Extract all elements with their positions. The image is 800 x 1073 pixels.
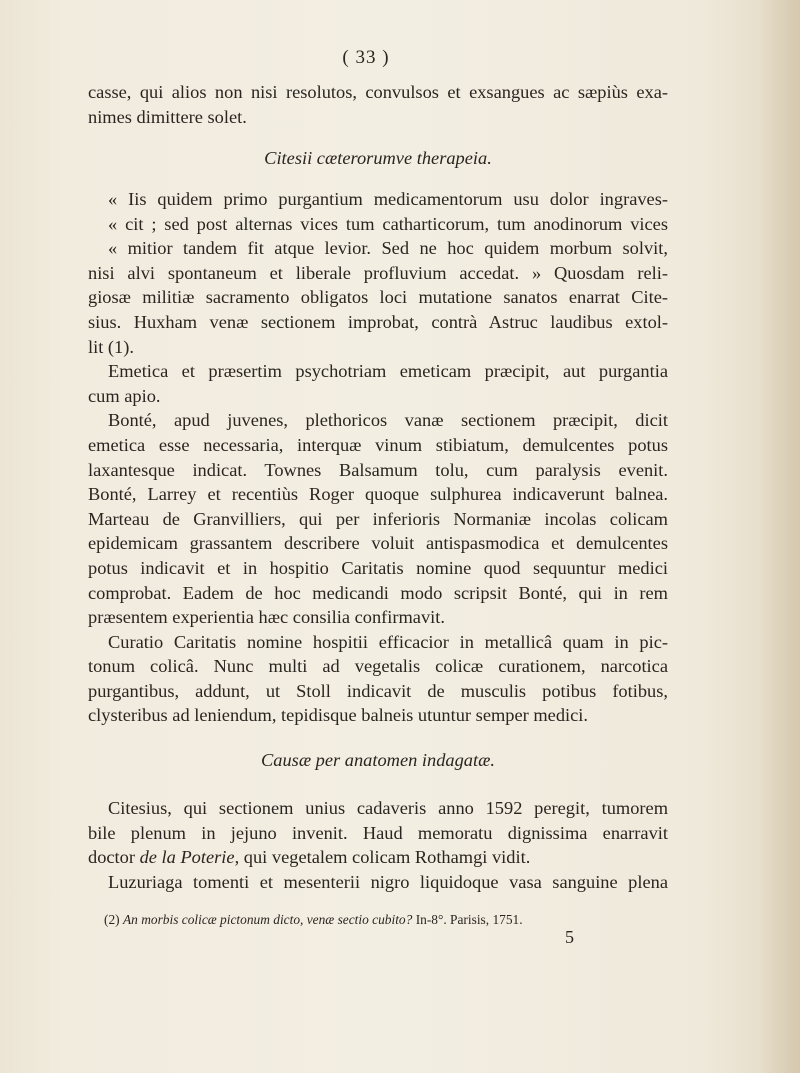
text-line: comprobat. Eadem de hoc medicandi modo scripsit Bonté, qui in rem (88, 582, 668, 603)
footnote-mark: (2) (104, 912, 120, 927)
text-line: præsentem experientia hæc consilia confirmavit. (88, 607, 445, 628)
text-line: Bonté, Larrey et recentiùs Roger quoque sulphurea indicaverunt balnea. (88, 484, 668, 505)
paragraph-block-causae (88, 796, 668, 894)
text-fragment: doctor (88, 847, 140, 868)
text-line: Bonté, apud juvenes, plethoricos vanæ sectionem præcipit, dicit (108, 410, 668, 431)
text-line: « cit ; sed post alternas vices tum catharticorum, tum anodinorum vices (108, 213, 668, 234)
text-line: lit (1). (88, 336, 134, 357)
text-line: laxantesque indicat. Townes Balsamum tolu, cum paralysis evenit. (88, 459, 668, 480)
text-line: emetica esse necessaria, interquæ vinum stibiatum, demulcentes potus (88, 434, 668, 455)
paragraph-opening (88, 80, 668, 129)
text-line: nimes dimittere solet. (88, 106, 247, 127)
footnote-title: An morbis colicæ pictonum dicto, venæ sectio cubito? (122, 912, 413, 927)
footnote (104, 912, 668, 928)
text-line: « Iis quidem primo purgantium medicamentorum usu dolor ingraves- (108, 189, 668, 209)
text-line: casse, qui alios non nisi resolutos, convulsos et exsangues ac sæpiùs exa- (88, 82, 668, 102)
text-line: epidemicam grassantem describere voluit antispasmodica et demulcentes (88, 533, 668, 554)
text-line: giosæ militiæ sacramento obligatos loci mutatione sanatos enarrat Cite- (88, 287, 668, 308)
text-line: clysteribus ad leniendum, tepidisque balneis utuntur semper medici. (88, 705, 589, 726)
signature-mark: 5 (565, 927, 574, 947)
footnote-publication: In-8°. Parisis, 1751. (415, 912, 523, 927)
text-line: tonum colicâ. Nunc multi ad vegetalis colicæ curationem, narcotica (88, 656, 668, 677)
section-heading-therapeia: Citesii cæterorumve therapeia. (264, 148, 492, 168)
page-edge-shadow (758, 0, 800, 1073)
italic-name: de la Poterie (139, 847, 235, 868)
paragraph-block-therapeia (88, 187, 668, 728)
text-line: « mitior tandem fit atque levior. Sed ne hoc quidem morbum solvit, (108, 238, 668, 259)
text-line: Luzuriaga tomenti et mesenterii nigro liquidoque vasa sanguine plena (108, 871, 668, 892)
text-line: bile plenum in jejuno invenit. Haud memoratu dignissima enarravit (88, 822, 668, 843)
text-line: nisi alvi spontaneum et liberale profluvium accedat. » Quosdam reli- (88, 262, 668, 283)
text-line: Marteau de Granvilliers, qui per inferioris Normaniæ incolas colicam (88, 508, 668, 529)
text-fragment: , qui vegetalem colicam Rothamgi vidit. (234, 847, 531, 868)
text-line: purgantibus, addunt, ut Stoll indicavit de musculis potibus fotibus, (88, 680, 668, 701)
text-line (88, 845, 668, 870)
text-line: potus indicavit et in hospitio Caritatis nomine quod sequuntur medici (88, 557, 668, 578)
text-line: Citesius, qui sectionem unius cadaveris anno 1592 peregit, tumorem (108, 798, 668, 818)
text-line: sius. Huxham venæ sectionem improbat, contrà Astruc laudibus extol- (88, 311, 668, 332)
text-line: cum apio. (88, 385, 161, 406)
page-number: ( 33 ) (342, 47, 390, 68)
text-line: Emetica et præsertim psychotriam emeticam præcipit, aut purgantia (108, 361, 668, 382)
section-heading-causae: Causæ per anatomen indagatæ. (261, 750, 495, 770)
text-line: Curatio Caritatis nomine hospitii efficacior in metallicâ quam in pic- (108, 631, 668, 652)
